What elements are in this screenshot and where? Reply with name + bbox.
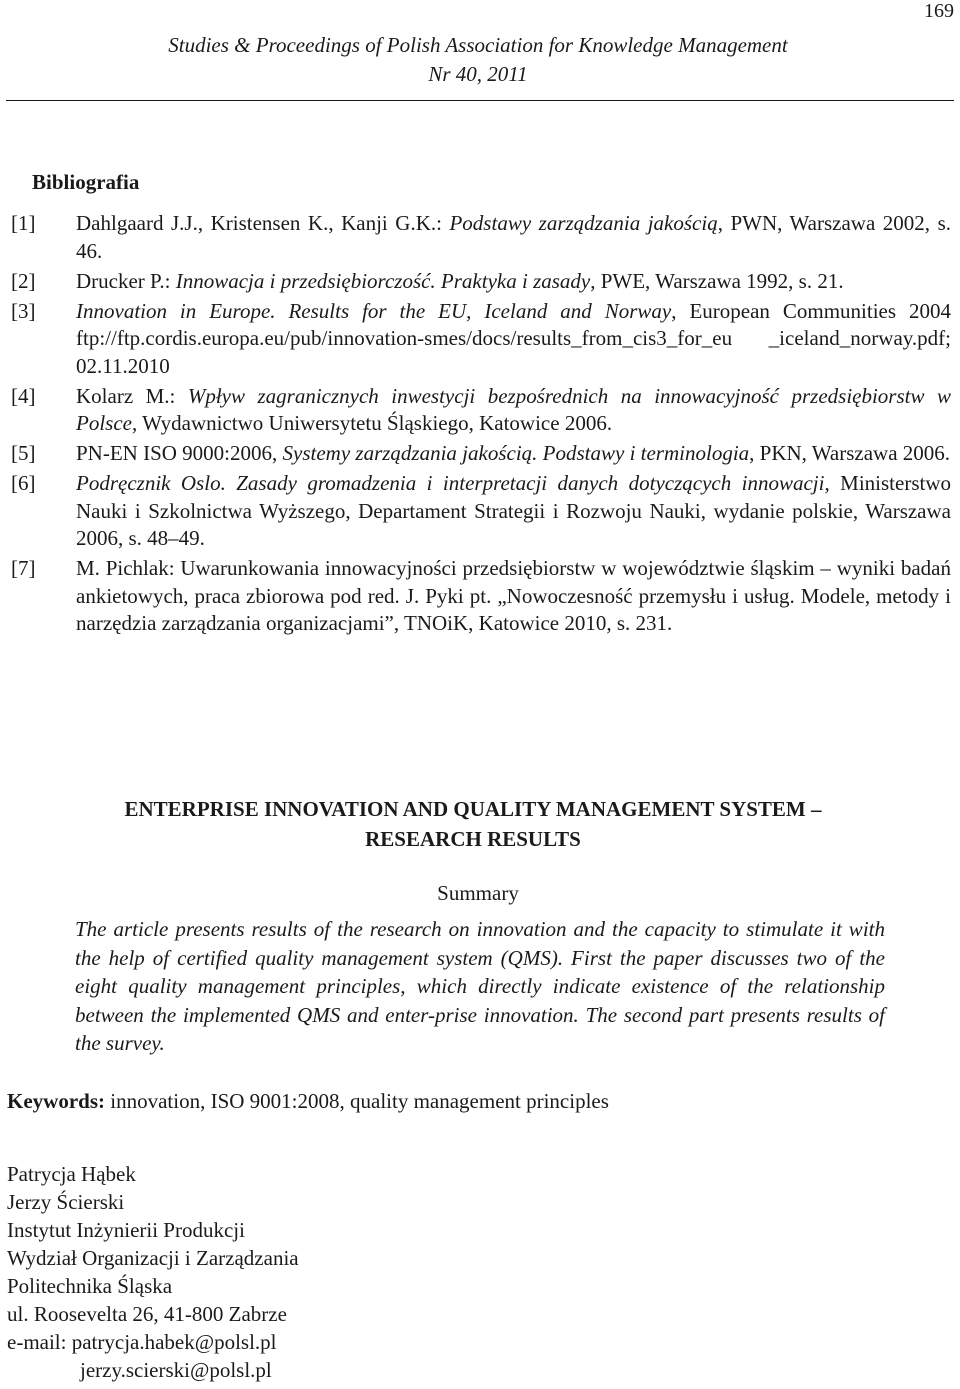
reference-text [76,470,951,553]
reference-item [11,440,951,468]
reference-title: Innowacja i przedsiębiorczość. Praktyka i zasady [175,268,591,293]
author-email-line-1 [7,1328,299,1356]
summary-heading: Summary [437,881,519,905]
reference-detail: , PKN, Warszawa 2006. [749,441,951,465]
reference-detail: Kolarz M.: [76,383,188,408]
reference-item [11,298,951,381]
author-address: ul. Roosevelta 26, 41-800 Zabrze [7,1302,287,1326]
reference-item [11,470,951,553]
author-email-line-2 [7,1356,299,1384]
reference-number: [1] [11,211,36,235]
reference-text [76,440,951,468]
email-label: e-mail: [7,1330,72,1354]
author-university: Politechnika Śląska [7,1274,173,1298]
keywords-label: Keywords: [7,1089,105,1113]
reference-detail: PN-EN ISO 9000:2006, [76,441,283,465]
reference-detail: Dahlgaard J.J., Kristensen K., Kanji G.K.: [76,211,450,235]
reference-item [11,210,951,265]
email-link-1[interactable]: patrycja.habek@polsl.pl [71,1330,277,1354]
reference-text [76,298,951,381]
reference-title: Systemy zarządzania jakością. Podstawy i terminologia [282,441,750,465]
reference-title: Podręcznik Oslo. Zasady gromadzenia i interpretacji danych dotyczących innowacji [76,471,825,495]
reference-text [76,383,951,438]
author-name-2: Jerzy Ścierski [7,1190,125,1214]
english-title-line-2: RESEARCH RESULTS [365,827,581,851]
reference-number: [2] [11,268,36,293]
reference-text [76,268,951,296]
journal-issue: Nr 40, 2011 [428,62,528,86]
email-link-2[interactable]: jerzy.scierski@polsl.pl [80,1358,272,1382]
running-head [0,31,956,89]
reference-detail: , PWE, Warszawa 1992, s. 21. [590,268,844,293]
author-faculty: Wydział Organizacji i Zarządzania [7,1246,299,1270]
reference-number: [3] [11,298,36,323]
keywords [7,1089,609,1114]
reference-number: [6] [11,471,36,495]
reference-item [11,383,951,438]
reference-detail: , Wydawnictwo Uniwersytetu Śląskiego, Katowice 2006. [131,411,613,435]
reference-number: [5] [11,441,36,465]
header-rule [6,100,954,101]
reference-item [11,555,951,638]
reference-detail: M. Pichlak: Uwarunkowania innowacyjności przedsiębiorstw w województwie śląskim – wyniki badań ankietowych, praca zbiorowa pod red. J. Pyki pt. „Nowoczesność przemysłu i usług. Modele, metody i narzędzia zarządzania organizacjami”, TNOiK, Katowice 2010, s. 231. [76,556,951,635]
reference-text [76,555,951,638]
reference-text [76,210,951,265]
reference-detail: , European Communities 2004 ftp://ftp.cordis.europa.eu/pub/innovation-smes/docs/results_from_cis3_for_eu _iceland_norway.pdf; 02.11.2010 [76,298,951,378]
page-number: 169 [924,0,954,22]
english-title [0,794,946,854]
bibliography-heading: Bibliografia [32,170,140,194]
reference-title: Innovation in Europe. Results for the EU, Iceland and Norway [76,298,672,323]
keywords-value: innovation, ISO 9001:2008, quality management principles [105,1089,609,1113]
reference-number: [7] [11,556,36,580]
author-block [7,1160,299,1384]
reference-number: [4] [11,383,36,408]
author-name-1: Patrycja Hąbek [7,1162,136,1186]
reference-item [11,268,951,296]
reference-title: Podstawy zarządzania jakością [449,211,718,235]
english-title-line-1: ENTERPRISE INNOVATION AND QUALITY MANAGEMENT SYSTEM – [124,797,822,821]
reference-title: Wpływ zagranicznych inwestycji bezpośrednich na innowacyjność przedsiębiorstw w Polsce [76,383,951,435]
reference-list [11,210,951,640]
reference-detail: , Ministerstwo Nauki i Szkolnictwa Wyższego, Departament Strategii i Rozwoju Nauki, wydanie polskie, Warszawa 2006, s. 48–49. [76,471,951,550]
summary-text: The article presents results of the research on innovation and the capacity to stimulate it with the help of certified quality management system (QMS). First the paper discusses two of the eight quality management principles, which directly indicate existence of the relationship between the implemented QMS and enter-prise innovation. The second part presents results of the survey. [75,917,885,1056]
reference-detail: Drucker P.: [76,268,176,293]
reference-detail: , PWN, Warszawa 2002, s. 46. [76,211,951,263]
journal-title: Studies & Proceedings of Polish Association for Knowledge Management [168,33,788,57]
author-institute: Instytut Inżynierii Produkcji [7,1218,245,1242]
